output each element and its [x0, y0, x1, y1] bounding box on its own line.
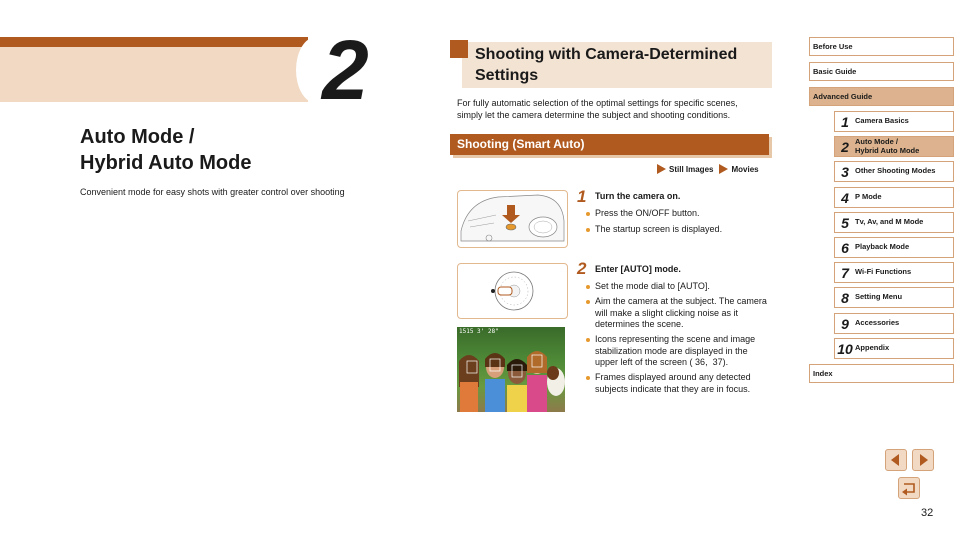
chapter-bar-dark — [0, 37, 308, 47]
nav-chapter-4[interactable] — [834, 187, 954, 208]
step-2-heading — [595, 264, 681, 274]
triangle-icon — [719, 164, 728, 174]
section-title-line2: Settings — [475, 67, 539, 84]
nav-index[interactable]: Index — [809, 364, 954, 383]
nav-chapter-6[interactable] — [834, 237, 954, 258]
intro-line1: For fully automatic selection of the optimal settings for specific scenes, — [457, 98, 738, 108]
nav-chapter-10[interactable] — [834, 338, 954, 359]
section-intro — [457, 97, 767, 121]
nav-chapter-4-number: 4 — [841, 189, 849, 206]
triangle-icon — [657, 164, 666, 174]
step-2-bullet-4: Frames displayed around any detected subjects indicate that they are in focus. — [595, 372, 770, 395]
step-1-number: 1 — [577, 187, 587, 206]
nav-before-use[interactable]: Before Use — [809, 37, 954, 56]
nav-chapter-1[interactable] — [834, 111, 954, 132]
nav-chapter-3-label: Other Shooting Modes — [855, 166, 936, 176]
chapter-title-line1: Auto Mode / — [80, 126, 195, 148]
chapter-title — [80, 124, 251, 176]
children-photo-icon — [457, 327, 565, 412]
screen-osd: 1515 3' 28" — [459, 328, 499, 335]
nav-chapter-3-number: 3 — [841, 163, 849, 180]
nav-chapter-8[interactable] — [834, 287, 954, 308]
step-2-bullet-1: Set the mode dial to [AUTO]. — [595, 281, 770, 293]
nav-chapter-5[interactable] — [834, 212, 954, 233]
step-2-heading-post: ] mode. — [648, 264, 681, 274]
nav-chapter-2-label-line1: Auto Mode / — [855, 137, 898, 146]
page-number: 32 — [921, 507, 934, 519]
section-title-line1: Shooting with Camera-Determined — [475, 46, 738, 63]
step-2-bullet-2: Aim the camera at the subject. The camera will make a slight clicking noise as it determines the scene. — [595, 296, 770, 331]
step-1-bullet-2: The startup screen is displayed. — [595, 224, 770, 236]
nav-chapter-2-label-line2: Hybrid Auto Mode — [855, 145, 920, 155]
mode-tags — [657, 164, 759, 174]
nav-chapter-7[interactable] — [834, 262, 954, 283]
nav-chapter-8-number: 8 — [841, 289, 849, 306]
chapter-title-line2: Hybrid Auto Mode — [80, 152, 252, 174]
nav-chapter-2[interactable] — [834, 136, 954, 157]
chapter-bar-light — [0, 47, 308, 102]
step-2-heading-pre: Enter [ — [595, 264, 624, 274]
nav-chapter-10-number: 10 — [837, 340, 853, 357]
nav-chapter-6-number: 6 — [841, 239, 849, 256]
nav-chapter-9[interactable] — [834, 313, 954, 334]
nav-basic-guide[interactable]: Basic Guide — [809, 62, 954, 81]
return-icon — [899, 478, 919, 498]
nav-chapter-8-label: Setting Menu — [855, 292, 903, 302]
nav-chapter-2-number: 2 — [841, 138, 849, 155]
nav-chapter-9-number: 9 — [841, 315, 849, 332]
tag-movies-label: Movies — [731, 164, 759, 174]
nav-chapter-2-label — [855, 138, 919, 155]
tag-still-images-label: Still Images — [669, 164, 714, 174]
nav-advanced-guide[interactable]: Advanced Guide — [809, 87, 954, 106]
nav-chapter-1-number: 1 — [841, 113, 849, 130]
nav-chapter-3[interactable] — [834, 161, 954, 182]
section-marker — [450, 40, 468, 58]
arrow-right-icon — [913, 450, 933, 470]
auto-mode-label: AUTO — [623, 264, 649, 274]
nav-chapter-7-label: Wi-Fi Functions — [855, 267, 912, 277]
nav-chapter-4-label: P Mode — [855, 192, 882, 202]
mode-dial-icon — [458, 264, 567, 318]
nav-chapter-10-label: Appendix — [855, 343, 890, 353]
return-button[interactable] — [898, 477, 920, 499]
step-1-bullet-1: Press the ON/OFF button. — [595, 208, 770, 220]
step-1-heading: Turn the camera on. — [595, 191, 681, 201]
section-title — [475, 44, 765, 86]
next-page-button[interactable] — [912, 449, 934, 471]
nav-chapter-5-number: 5 — [841, 214, 849, 231]
step-2-bullet-3: Icons representing the scene and image stabilization mode are displayed in the upper left of the screen ( 36, 37). — [595, 334, 770, 369]
nav-chapter-9-label: Accessories — [855, 318, 900, 328]
camera-power-illustration — [457, 190, 568, 248]
subsection-title: Shooting (Smart Auto) — [457, 137, 585, 151]
step-2-number: 2 — [577, 259, 587, 278]
prev-page-button[interactable] — [885, 449, 907, 471]
chapter-description: Convenient mode for easy shots with greater control over shooting — [80, 187, 345, 197]
arrow-left-icon — [886, 450, 906, 470]
chapter-number: 2 — [322, 23, 367, 117]
nav-chapter-5-label: Tv, Av, and M Mode — [855, 217, 924, 227]
tag-movies — [719, 164, 758, 174]
nav-chapter-7-number: 7 — [841, 264, 849, 281]
tag-still-images — [657, 164, 713, 174]
camera-screen-photo — [457, 327, 565, 412]
nav-chapter-6-label: Playback Mode — [855, 242, 910, 252]
intro-line2: simply let the camera determine the subject and shooting conditions. — [457, 110, 731, 120]
nav-chapter-1-label: Camera Basics — [855, 116, 909, 126]
mode-dial-illustration — [457, 263, 568, 319]
camera-top-icon — [458, 191, 567, 247]
